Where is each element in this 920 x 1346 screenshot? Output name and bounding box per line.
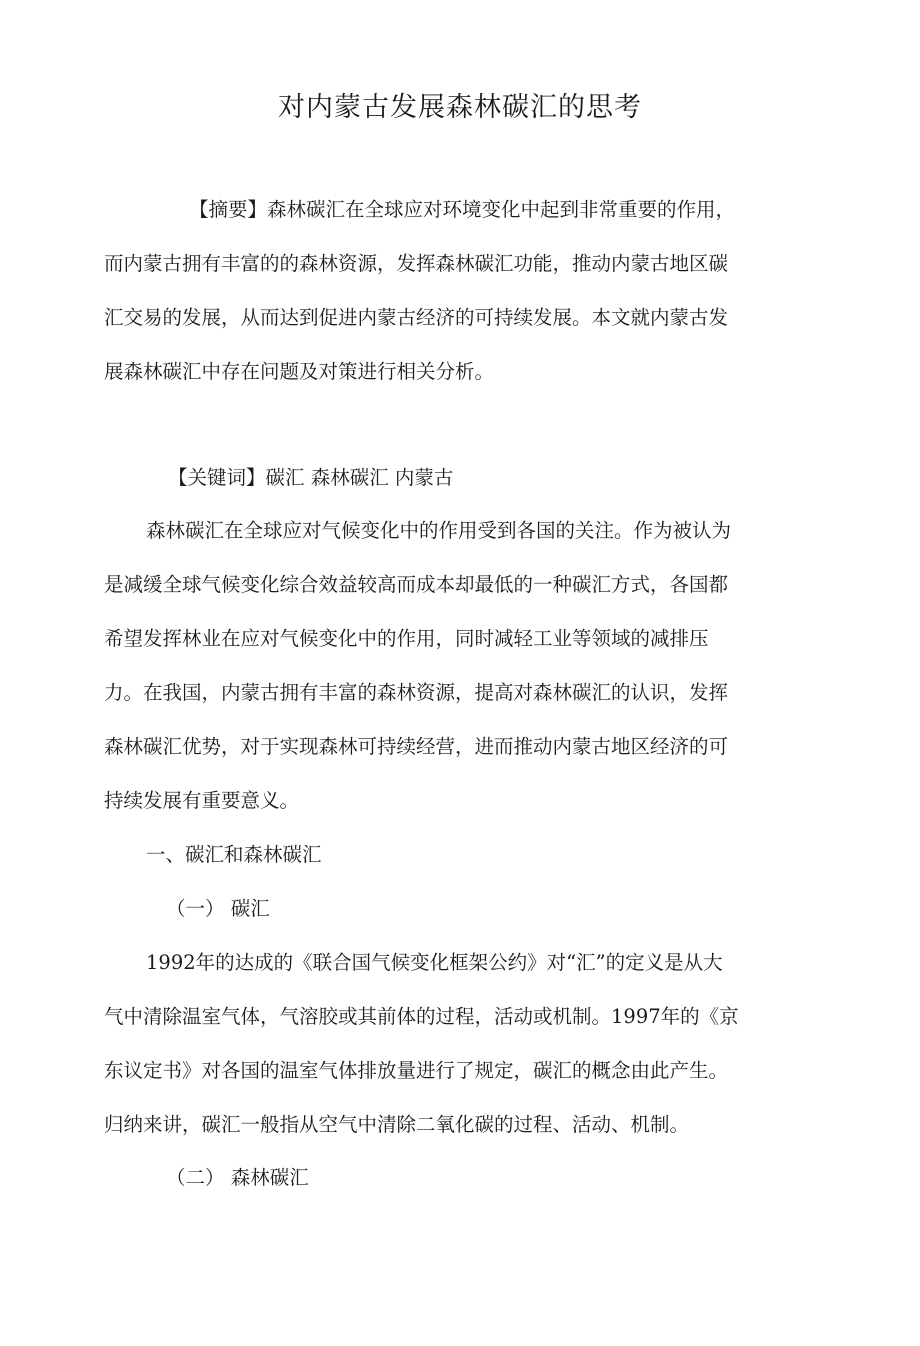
intro-line: 是减缓全球气候变化综合效益较高而成本却最低的一种碳汇方式，各国都 xyxy=(104,573,729,596)
intro-line: 持续发展有重要意义。 xyxy=(104,789,300,812)
intro-line: 森林碳汇在全球应对气候变化中的作用受到各国的关注。作为被认为 xyxy=(146,519,732,542)
abstract-line: 【摘要】森林碳汇在全球应对环境变化中起到非常重要的作用， xyxy=(189,198,736,221)
abstract-line: 展森林碳汇中存在问题及对策进行相关分析。 xyxy=(104,360,495,383)
intro-line: 希望发挥林业在应对气候变化中的作用，同时减轻工业等领域的减排压 xyxy=(104,627,709,650)
subsection-heading: （一） 碳汇 xyxy=(166,897,270,920)
intro-line: 力。在我国，内蒙古拥有丰富的森林资源，提高对森林碳汇的认识，发挥 xyxy=(104,681,729,704)
body-line: 1992年的达成的《联合国气候变化框架公约》对“汇”的定义是从大 xyxy=(146,951,723,974)
body-line: 东议定书》对各国的温室气体排放量进行了规定，碳汇的概念由此产生。 xyxy=(104,1059,729,1082)
section-heading: 一、碳汇和森林碳汇 xyxy=(146,843,322,866)
subsection-heading: （二） 森林碳汇 xyxy=(166,1166,309,1189)
intro-line: 森林碳汇优势，对于实现森林可持续经营，进而推动内蒙古地区经济的可 xyxy=(104,735,729,758)
abstract-line: 而内蒙古拥有丰富的的森林资源，发挥森林碳汇功能，推动内蒙古地区碳 xyxy=(104,252,729,275)
abstract-line: 汇交易的发展，从而达到促进内蒙古经济的可持续发展。本文就内蒙古发 xyxy=(104,306,729,329)
body-line: 归纳来讲，碳汇一般指从空气中清除二氧化碳的过程、活动、机制。 xyxy=(104,1113,690,1136)
body-line: 气中清除温室气体，气溶胶或其前体的过程，活动或机制。1997年的《京 xyxy=(104,1005,739,1028)
keywords-line: 【关键词】碳汇 森林碳汇 内蒙古 xyxy=(168,466,454,489)
document-title: 对内蒙古发展森林碳汇的思考 xyxy=(278,92,642,123)
